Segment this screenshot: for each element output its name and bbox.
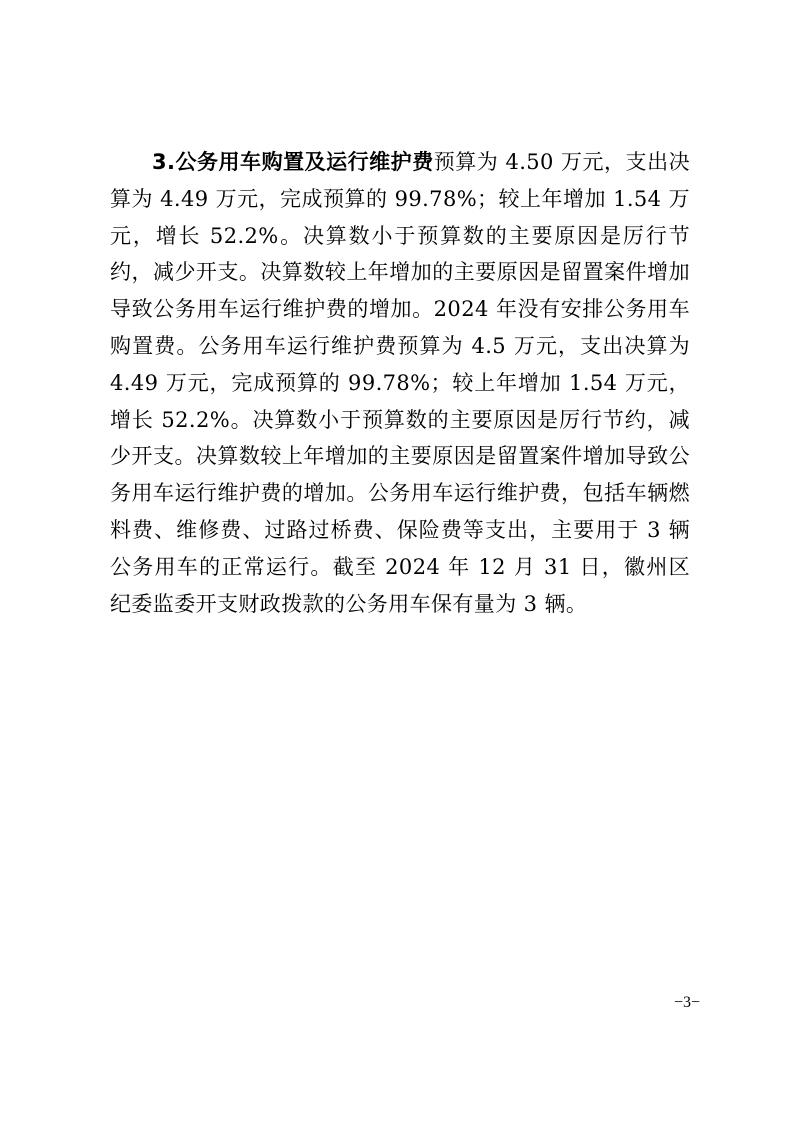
section-heading: 3.公务用车购置及运行维护费 [152,150,434,174]
page-number: −3− [673,994,700,1011]
section-body: 预算为 4.50 万元，支出决算为 4.49 万元，完成预算的 99.78%；较上年增加 1.54 万元，增长 52.2%。决算数小于预算数的主要原因是厉行节约，减少开支。决算数较上年增加的主要原因是留置案件增加导致公务用车运行维护费的增加。2024 年没有安排公务用车购置费。公务用车运行维护费预算为 4.5 万元，支出决算为 4.49 万元，完成预算的 99.78%；较上年增加 1.54 万元，增长 52.2%。决算数小于预算数的主要原因是厉行节约，减少开支。决算数较上年增加的主要原因是留置案件增加导致公务用车运行维护费的增加。公务用车运行维护费，包括车辆燃料费、维修费、过路过桥费、保险费等支出，主要用于 3 辆公务用车的正常运行。截至 2024 年 12 月 31 日，徽州区纪委监委开支财政拨款的公务用车保有量为 3 辆。 [110,150,690,616]
section-paragraph [110,144,690,622]
